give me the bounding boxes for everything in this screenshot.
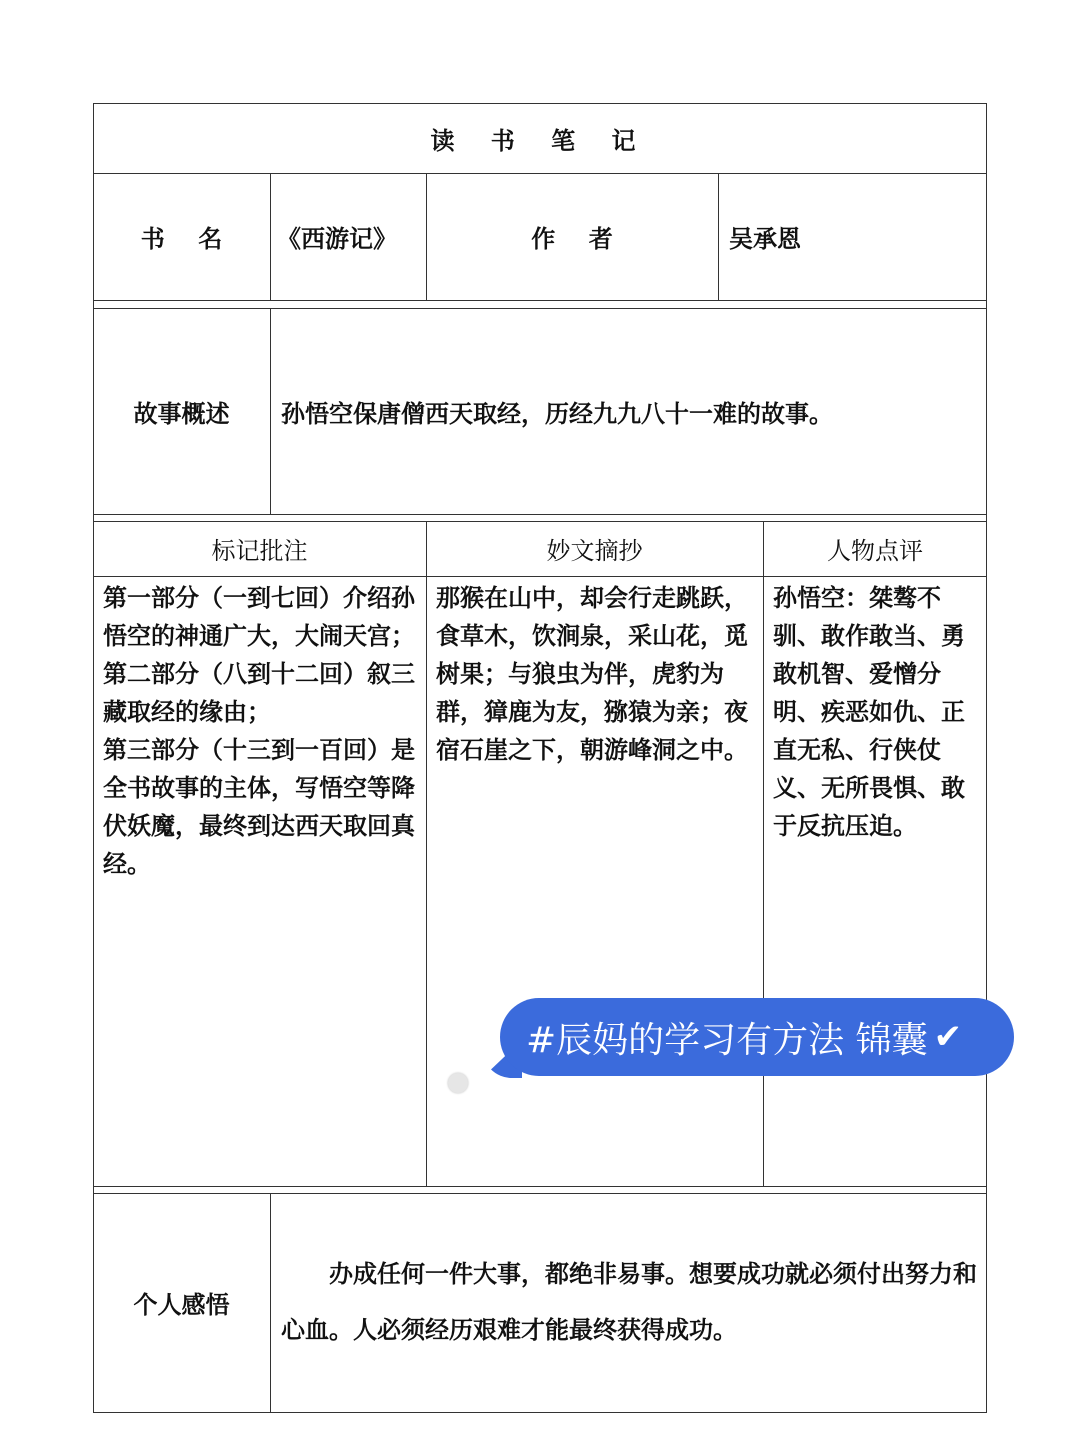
character-header: 人物点评 [827, 537, 923, 565]
author-value: 吴承恩 [729, 224, 801, 253]
hashtag-badge[interactable] [500, 998, 1014, 1076]
col-divider [270, 308, 271, 514]
author-label: 作 者 [531, 224, 613, 253]
character-text: 孙悟空：桀骜不驯、敢作敢当、勇敢机智、爱憎分明、疾恶如仇、正直无私、行侠仗义、无所畏惧、敢于反抗压迫。 [773, 583, 965, 840]
row-divider [93, 300, 987, 301]
annotation-header: 标记批注 [211, 537, 308, 565]
drag-handle-dot[interactable] [448, 1073, 468, 1093]
summary-text: 孙悟空保唐僧西天取经，历经九九八十一难的故事。 [281, 398, 833, 428]
col-divider [718, 173, 719, 300]
reflection-label: 个人感悟 [133, 1290, 230, 1319]
page-title: 读 书 笔 记 [430, 125, 650, 155]
col-divider [270, 173, 271, 300]
reflection-text: 办成任何一件大事，都绝非易事。想要成功就必须付出努力和心血。人必须经历艰难才能最终获得成功。 [281, 1259, 977, 1344]
hashtag-text: #辰妈的学习有方法 锦囊 [526, 1019, 928, 1061]
excerpt-text: 那猴在山中，却会行走跳跃，食草木，饮涧泉，采山花，觅树果；与狼虫为伴，虎豹为群，獐鹿为友，猕猿为亲；夜宿石崖之下，朝游峰洞之中。 [436, 583, 748, 764]
annotation-text: 第一部分（一到七回）介绍孙悟空的神通广大，大闹天宫； 第二部分（八到十二回）叙三藏取经的缘由； 第三部分（十三到一百回）是全书故事的主体，写悟空等降伏妖魔，最终到达西天取回真经。 [103, 583, 415, 878]
col-divider [763, 521, 764, 1186]
check-icon: ✔ [933, 1017, 963, 1057]
row-divider [93, 514, 987, 515]
row-divider [93, 576, 987, 577]
table-border-bottom [93, 1412, 987, 1413]
reading-notes-table [93, 103, 987, 1413]
summary-label: 故事概述 [133, 398, 230, 428]
book-name-value: 《西游记》 [277, 224, 397, 253]
book-name-label: 书 名 [140, 224, 223, 253]
row-divider [93, 1186, 987, 1187]
excerpt-header: 妙文摘抄 [546, 537, 643, 565]
col-divider [426, 521, 427, 1186]
col-divider [270, 1193, 271, 1413]
